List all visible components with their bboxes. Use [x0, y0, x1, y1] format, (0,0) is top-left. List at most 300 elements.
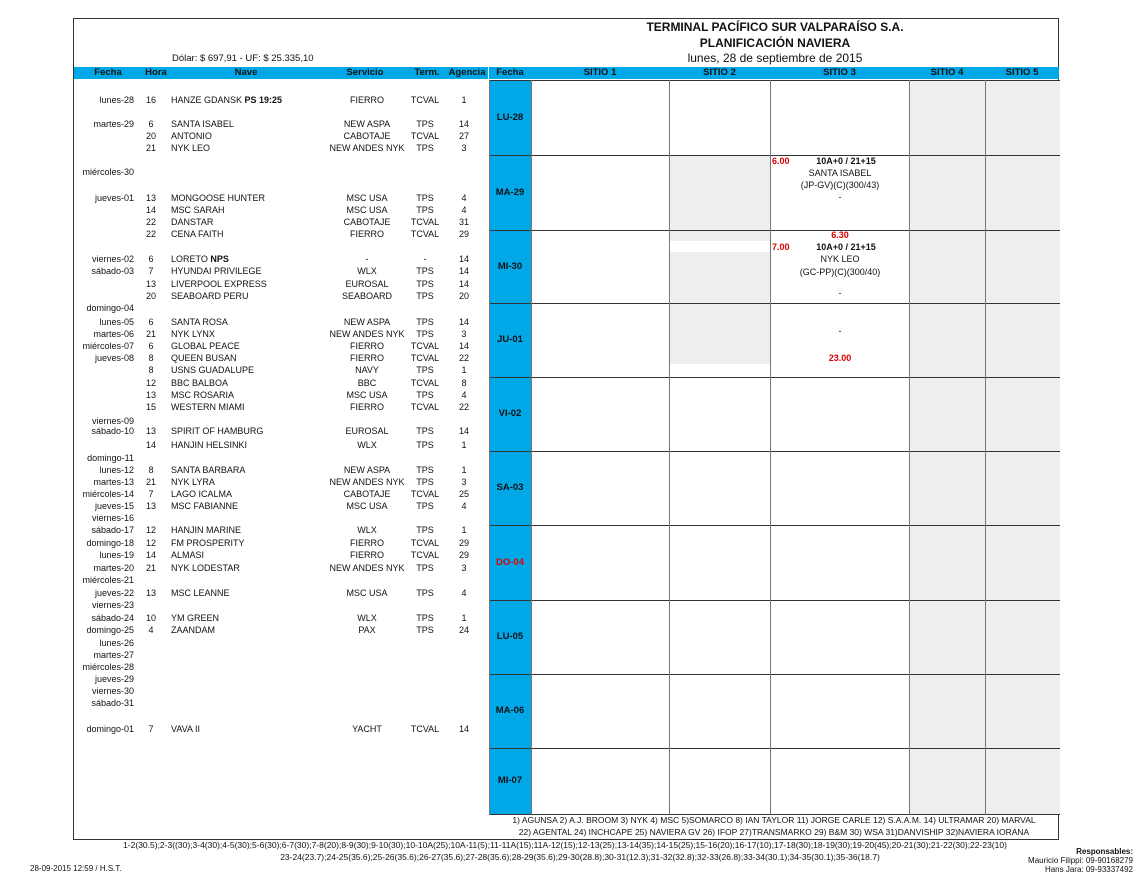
- schedule-servicio: FIERRO: [349, 229, 384, 239]
- schedule-term: TPS: [416, 143, 434, 153]
- day-label: VI-02: [498, 408, 522, 419]
- schedule-hora: 6: [148, 119, 154, 129]
- schedule-hora: 12: [145, 525, 156, 535]
- schedule-hora: 21: [145, 563, 156, 573]
- schedule-hora: 13: [145, 390, 156, 400]
- schedule-fecha: domingo-01: [86, 724, 134, 734]
- schedule-row: [74, 290, 488, 302]
- santa-isabel-dash: -: [838, 192, 842, 202]
- schedule-fecha: lunes-28: [99, 95, 134, 105]
- schedule-hora: 13: [145, 279, 156, 289]
- schedule-fecha: sábado-17: [91, 525, 134, 535]
- schedule-term: TCVAL: [410, 378, 440, 388]
- schedule-nave: DANSTAR: [171, 217, 214, 227]
- santa-isabel-draft: 10A+0 / 21+15: [816, 156, 876, 166]
- schedule-agencia: 14: [458, 341, 469, 351]
- schedule-agencia: 3: [461, 477, 467, 487]
- schedule-hora: 13: [145, 193, 156, 203]
- santa-isabel-detail: (JP-GV)(C)(300/43): [800, 180, 880, 190]
- schedule-nave: VAVA II: [171, 724, 201, 734]
- schedule-fecha: viernes-16: [91, 513, 134, 523]
- schedule-hora: 7: [148, 489, 154, 499]
- schedule-term: TPS: [416, 193, 434, 203]
- schedule-nave: GLOBAL PEACE: [171, 341, 240, 351]
- day-label: MI-07: [497, 775, 523, 786]
- schedule-agencia: 1: [461, 440, 467, 450]
- schedule-agencia: 14: [458, 254, 469, 264]
- schedule-nave: LIVERPOOL EXPRESS: [171, 279, 267, 289]
- schedule-hora: 20: [145, 131, 156, 141]
- schedule-servicio: FIERRO: [349, 402, 384, 412]
- schedule-nave: SANTA ROSA: [171, 317, 228, 327]
- schedule-fecha: jueves-29: [94, 674, 134, 684]
- schedule-servicio: NEW ANDES NYK: [329, 477, 405, 487]
- schedule-term: TPS: [416, 563, 434, 573]
- schedule-agencia: 4: [461, 390, 467, 400]
- schedule-nave: HANJIN HELSINKI: [171, 440, 248, 450]
- schedule-nave: MSC LEANNE: [171, 588, 230, 598]
- schedule-nave: MSC FABIANNE: [171, 501, 239, 511]
- schedule-fecha: lunes-26: [99, 638, 134, 648]
- schedule-servicio: BBC: [357, 378, 377, 388]
- schedule-agencia: 3: [461, 143, 467, 153]
- schedule-term: TPS: [416, 465, 434, 475]
- schedule-fecha: sábado-31: [91, 698, 134, 708]
- schedule-agencia: 29: [458, 229, 469, 239]
- schedule-servicio: NEW ANDES NYK: [329, 563, 405, 573]
- schedule-row: [74, 673, 488, 685]
- schedule-term: TCVAL: [410, 353, 440, 363]
- company-title: TERMINAL PACÍFICO SUR VALPARAÍSO S.A.: [646, 20, 904, 34]
- schedule-hora: 8: [148, 465, 154, 475]
- schedule-agencia: 14: [458, 426, 469, 436]
- schedule-servicio: -: [365, 254, 369, 264]
- schedule-nave: HANJIN MARINE: [171, 525, 242, 535]
- schedule-nave: ZAANDAM: [171, 625, 216, 635]
- schedule-fecha: domingo-18: [86, 538, 134, 548]
- schedule-row: [74, 612, 488, 624]
- schedule-row: [74, 574, 488, 586]
- schedule-row: [74, 401, 488, 413]
- col-term: Term.: [408, 67, 446, 79]
- schedule-fecha: martes-20: [93, 563, 134, 573]
- schedule-fecha: viernes-23: [91, 600, 134, 610]
- schedule-nave: NYK LYNX: [171, 329, 215, 339]
- schedule-agencia: 3: [461, 329, 467, 339]
- schedule-row: [74, 685, 488, 697]
- schedule-row: [74, 278, 488, 290]
- schedule-term: TCVAL: [410, 550, 440, 560]
- schedule-term: TPS: [416, 329, 434, 339]
- schedule-nave: SANTA BARBARA: [171, 465, 246, 475]
- schedule-agencia: 14: [458, 724, 469, 734]
- schedule-nave: SANTA ISABEL: [171, 119, 234, 129]
- schedule-agencia: 14: [458, 266, 469, 276]
- schedule-nave: NYK LYRA: [171, 477, 215, 487]
- schedule-row: [74, 637, 488, 649]
- schedule-agencia: 22: [458, 402, 469, 412]
- col-sitio-5: SITIO 5: [985, 67, 1059, 79]
- schedule-row: [74, 500, 488, 512]
- col-hora: Hora: [142, 67, 170, 79]
- schedule-term: TCVAL: [410, 341, 440, 351]
- schedule-hora: 12: [145, 378, 156, 388]
- schedule-term: TCVAL: [410, 489, 440, 499]
- schedule-row: [74, 425, 488, 437]
- schedule-term: TPS: [416, 390, 434, 400]
- schedule-agencia: 1: [461, 95, 467, 105]
- grid-row-line: [489, 748, 1060, 749]
- schedule-row: [74, 118, 488, 130]
- schedule-row: [74, 265, 488, 277]
- sitio-2-shade-mi30: [670, 252, 770, 364]
- schedule-nave: YM GREEN: [171, 613, 220, 623]
- schedule-agencia: 29: [458, 538, 469, 548]
- document-date: lunes, 28 de septiembre de 2015: [687, 51, 863, 65]
- schedule-nave-suffix: PS 19:25: [244, 95, 283, 105]
- schedule-nave: USNS GUADALUPE: [171, 365, 255, 375]
- berth-distances-1: 1-2(30.5);2-3((30);3-4(30);4-5(30);5-6(30);6-7(30);7-8(20);8-9(30);9-10(30);10-10A(25);10A-11(5);11-11A(15);11A-12(15);12-13(25);13-14(35);14-15(25);15-16(20);16-17(10);17-18(30);18-19(30);19-20(45);20-21(30);21-22(30);22-23(10): [123, 840, 1007, 850]
- grid-row-line: [489, 674, 1060, 675]
- grid-col-line: [669, 80, 670, 815]
- schedule-hora: 13: [145, 588, 156, 598]
- schedule-row: [74, 512, 488, 524]
- grid-col-line: [489, 80, 490, 815]
- schedule-term: TPS: [416, 426, 434, 436]
- schedule-nave: MONGOOSE HUNTER: [171, 193, 266, 203]
- schedule-term: TPS: [416, 625, 434, 635]
- col-sitio-4: SITIO 4: [909, 67, 985, 79]
- schedule-nave-name: LORETO: [171, 254, 208, 264]
- schedule-fecha: miércoles-21: [82, 575, 134, 585]
- schedule-term: TPS: [416, 365, 434, 375]
- schedule-term: TPS: [416, 613, 434, 623]
- schedule-fecha: lunes-05: [99, 317, 134, 327]
- schedule-fecha: martes-29: [93, 119, 134, 129]
- schedule-term: TPS: [416, 291, 434, 301]
- schedule-fecha: jueves-08: [94, 353, 134, 363]
- schedule-nave: NYK LODESTAR: [171, 563, 240, 573]
- grid-col-line: [985, 80, 986, 815]
- col-fecha-right: Fecha: [489, 67, 531, 79]
- schedule-nave: [171, 253, 321, 265]
- schedule-term: TPS: [416, 266, 434, 276]
- schedule-agencia: 4: [461, 501, 467, 511]
- schedule-row: [74, 377, 488, 389]
- schedule-nave: MSC ROSARIA: [171, 390, 235, 400]
- schedule-agencia: 25: [458, 489, 469, 499]
- schedule-row: [74, 649, 488, 661]
- schedule-row: [74, 562, 488, 574]
- day-label: MA-06: [495, 705, 525, 716]
- schedule-servicio: FIERRO: [349, 95, 384, 105]
- schedule-row: [74, 340, 488, 352]
- nyk-leo-draft: 10A+0 / 21+15: [816, 242, 876, 252]
- schedule-fecha: domingo-11: [87, 453, 134, 463]
- schedule-nave: ALMASI: [171, 550, 205, 560]
- schedule-nave: [171, 94, 321, 106]
- schedule-row: [74, 253, 488, 265]
- schedule-hora: 21: [145, 477, 156, 487]
- schedule-fecha: domingo-25: [86, 625, 134, 635]
- schedule-servicio: NEW ASPA: [343, 317, 391, 327]
- responsable-2: Hans Jara: 09-93337492: [1044, 865, 1133, 874]
- schedule-row: [74, 142, 488, 154]
- schedule-hora: 20: [145, 291, 156, 301]
- ju01-dash: -: [838, 326, 842, 336]
- schedule-hora: 16: [145, 95, 156, 105]
- schedule-hora: 21: [145, 143, 156, 153]
- schedule-agencia: 1: [461, 525, 467, 535]
- schedule-hora: 10: [145, 613, 156, 623]
- schedule-servicio: NEW ASPA: [343, 465, 391, 475]
- schedule-nave: CENA FAITH: [171, 229, 224, 239]
- schedule-fecha: martes-27: [93, 650, 134, 660]
- schedule-fecha: jueves-15: [94, 501, 134, 511]
- schedule-fecha: lunes-12: [99, 465, 134, 475]
- schedule-row: [74, 216, 488, 228]
- day-label: LU-05: [496, 631, 524, 642]
- schedule-row: [74, 364, 488, 376]
- schedule-row: [74, 166, 488, 178]
- schedule-nave: ANTONIO: [171, 131, 212, 141]
- schedule-servicio: FIERRO: [349, 538, 384, 548]
- schedule-term: TCVAL: [410, 229, 440, 239]
- schedule-hora: 12: [145, 538, 156, 548]
- schedule-nave-suffix: NPS: [210, 254, 229, 264]
- schedule-agencia: 1: [461, 613, 467, 623]
- schedule-servicio: YACHT: [352, 724, 382, 734]
- schedule-hora: 21: [145, 329, 156, 339]
- document-title: PLANIFICACIÓN NAVIERA: [699, 36, 851, 50]
- schedule-nave-name: HANZE GDANSK: [171, 95, 243, 105]
- day-label: DO-04: [496, 556, 524, 568]
- schedule-servicio: MSC USA: [346, 390, 388, 400]
- schedule-agencia: 3: [461, 563, 467, 573]
- schedule-hora: 14: [145, 550, 156, 560]
- day-label: JU-01: [497, 334, 523, 345]
- schedule-term: TCVAL: [410, 402, 440, 412]
- schedule-hora: 6: [148, 317, 154, 327]
- schedule-hora: 14: [145, 205, 156, 215]
- schedule-hora: 14: [145, 440, 156, 450]
- schedule-hora: 7: [148, 266, 154, 276]
- day-label: SA-03: [496, 482, 524, 493]
- schedule-row: [74, 537, 488, 549]
- schedule-hora: 15: [145, 402, 156, 412]
- schedule-agencia: 31: [458, 217, 469, 227]
- day-label: MA-29: [495, 186, 525, 198]
- schedule-agencia: 14: [458, 119, 469, 129]
- schedule-fecha: jueves-22: [94, 588, 134, 598]
- schedule-row: [74, 352, 488, 364]
- schedule-hora: 7: [148, 724, 154, 734]
- schedule-term: TCVAL: [410, 95, 440, 105]
- schedule-hora: 22: [145, 217, 156, 227]
- schedule-term: TCVAL: [410, 724, 440, 734]
- schedule-servicio: NEW ASPA: [343, 119, 391, 129]
- schedule-row: [74, 464, 488, 476]
- schedule-term: TCVAL: [410, 131, 440, 141]
- schedule-agencia: 1: [461, 365, 467, 375]
- schedule-fecha: sábado-03: [91, 266, 134, 276]
- schedule-agencia: 4: [461, 588, 467, 598]
- schedule-term: TPS: [416, 205, 434, 215]
- schedule-servicio: CABOTAJE: [343, 131, 391, 141]
- schedule-row: [74, 302, 488, 314]
- grid-col-line: [531, 80, 532, 815]
- schedule-term: TPS: [416, 317, 434, 327]
- schedule-servicio: PAX: [358, 625, 376, 635]
- schedule-servicio: CABOTAJE: [343, 217, 391, 227]
- schedule-servicio: WLX: [357, 266, 377, 276]
- schedule-term: TPS: [416, 588, 434, 598]
- schedule-nave: MSC SARAH: [171, 205, 225, 215]
- grid-row-line: [489, 451, 1060, 452]
- schedule-servicio: WLX: [357, 440, 377, 450]
- col-agencia: Agencia: [446, 67, 488, 79]
- schedule-fecha: miércoles-28: [82, 662, 134, 672]
- schedule-hora: 13: [145, 426, 156, 436]
- schedule-row: [74, 476, 488, 488]
- schedule-nave: WESTERN MIAMI: [171, 402, 245, 412]
- schedule-row: [74, 587, 488, 599]
- schedule-nave: SEABOARD PERU: [171, 291, 249, 301]
- schedule-row: [74, 204, 488, 216]
- schedule-agencia: 29: [458, 550, 469, 560]
- schedule-agencia: 14: [458, 317, 469, 327]
- grid-row-line: [489, 377, 1060, 378]
- schedule-servicio: SEABOARD: [341, 291, 392, 301]
- responsables-title: Responsables:: [1076, 847, 1133, 856]
- schedule-nave: BBC BALBOA: [171, 378, 229, 388]
- schedule-servicio: FIERRO: [349, 550, 384, 560]
- col-sitio-2: SITIO 2: [669, 67, 770, 79]
- schedule-fecha: viernes-02: [91, 254, 134, 264]
- schedule-servicio: MSC USA: [346, 193, 388, 203]
- col-servicio: Servicio: [322, 67, 408, 79]
- exchange-rate: Dólar: $ 697,91 - UF: $ 25.335,10: [172, 53, 314, 64]
- schedule-fecha: miércoles-07: [82, 341, 134, 351]
- day-label: LU-28: [496, 111, 524, 123]
- schedule-servicio: FIERRO: [349, 353, 384, 363]
- schedule-agencia: 20: [458, 291, 469, 301]
- nyk-leo-dash: -: [838, 288, 842, 298]
- schedule-hora: 13: [145, 501, 156, 511]
- nyk-leo-vessel: NYK LEO: [820, 254, 860, 264]
- schedule-term: TPS: [416, 477, 434, 487]
- schedule-agencia: 1: [461, 465, 467, 475]
- schedule-nave: LAGO ICALMA: [171, 489, 233, 499]
- col-nave: Nave: [170, 67, 322, 79]
- schedule-hora: 8: [148, 353, 154, 363]
- schedule-hora: 6: [148, 341, 154, 351]
- grid-row-line: [489, 303, 1060, 304]
- schedule-agencia: 24: [458, 625, 469, 635]
- schedule-servicio: NAVY: [355, 365, 379, 375]
- schedule-fecha: miércoles-30: [82, 167, 134, 177]
- schedule-hora: 6: [148, 254, 154, 264]
- schedule-servicio: MSC USA: [346, 588, 388, 598]
- schedule-term: TCVAL: [410, 538, 440, 548]
- ju01-time: 23.00: [828, 353, 852, 363]
- schedule-fecha: viernes-09: [91, 416, 134, 426]
- schedule-row: [74, 599, 488, 611]
- schedule-fecha: sábado-24: [91, 613, 134, 623]
- schedule-fecha: domingo-04: [86, 303, 134, 313]
- responsable-1: Mauricio Filippi: 09-90168279: [1028, 856, 1133, 865]
- schedule-agencia: 4: [461, 205, 467, 215]
- sitio-2-shade-ma29: [670, 155, 770, 241]
- schedule-fecha: viernes-30: [91, 686, 134, 696]
- schedule-servicio: WLX: [357, 613, 377, 623]
- schedule-row: [74, 661, 488, 673]
- schedule-agencia: 4: [461, 193, 467, 203]
- schedule-row: [74, 439, 488, 451]
- schedule-term: TPS: [416, 440, 434, 450]
- col-fecha: Fecha: [74, 67, 142, 79]
- grid-row-line: [489, 600, 1060, 601]
- schedule-fecha: miércoles-14: [82, 489, 134, 499]
- agency-legend-1: 1) AGUNSA 2) A.J. BROOM 3) NYK 4) MSC 5)SOMARCO 8) IAN TAYLOR 11) JORGE CARLE 12) S.A.A.M. 14) ULTRAMAR 20) MARVAL: [512, 815, 1036, 825]
- schedule-servicio: EUROSAL: [345, 426, 389, 436]
- schedule-servicio: NEW ANDES NYK: [329, 143, 405, 153]
- schedule-term: TPS: [416, 501, 434, 511]
- schedule-row: [74, 488, 488, 500]
- schedule-nave: SPIRIT OF HAMBURG: [171, 426, 264, 436]
- day-label: MI-30: [497, 260, 523, 272]
- grid-col-line: [909, 80, 910, 815]
- schedule-row: [74, 549, 488, 561]
- schedule-nave: NYK LEO: [171, 143, 211, 153]
- schedule-fecha: martes-13: [93, 477, 134, 487]
- schedule-servicio: NEW ANDES NYK: [329, 329, 405, 339]
- schedule-term: TPS: [416, 279, 434, 289]
- berth-distances-2: 23-24(23.7);24-25(35.6);25-26(35.6);26-27(35.6);27-28(35.6);28-29(35.6);29-30(28.8);30-31(12.3);31-32(32.8);32-33(26.8);33-34(30.1);34-35(30.1);35-36(18.7): [280, 852, 880, 862]
- santa-isabel-time: 6.00: [772, 156, 790, 166]
- col-sitio-1: SITIO 1: [531, 67, 669, 79]
- schedule-servicio: CABOTAJE: [343, 489, 391, 499]
- nyk-leo-time: 7.00: [772, 242, 790, 252]
- schedule-fecha: sábado-10: [91, 426, 134, 436]
- schedule-agencia: 14: [458, 279, 469, 289]
- schedule-hora: 8: [148, 365, 154, 375]
- agency-legend-2: 22) AGENTAL 24) INCHCAPE 25) NAVIERA GV 26) IFOP 27)TRANSMARKO 29) B&M 30) WSA 31)DANVISHIP 32)NAVIERA IORANA: [518, 827, 1030, 837]
- schedule-row: [74, 624, 488, 636]
- schedule-row: [74, 389, 488, 401]
- schedule-row: [74, 192, 488, 204]
- schedule-term: TPS: [416, 119, 434, 129]
- schedule-nave: FM PROSPERITY: [171, 538, 245, 548]
- schedule-row: [74, 723, 488, 735]
- schedule-term: TCVAL: [410, 217, 440, 227]
- print-stamp: 28-09-2015 12:59 / H.S.T.: [30, 864, 122, 873]
- schedule-row: [74, 316, 488, 328]
- schedule-row: [74, 130, 488, 142]
- schedule-row: [74, 94, 488, 106]
- schedule-row: [74, 328, 488, 340]
- grid-row-line: [489, 80, 1060, 81]
- nyk-leo-detail: (GC-PP)(C)(300/40): [799, 267, 881, 277]
- col-sitio-3: SITIO 3: [770, 67, 909, 79]
- schedule-servicio: EUROSAL: [345, 279, 389, 289]
- schedule-fecha: martes-06: [93, 329, 134, 339]
- schedule-servicio: WLX: [357, 525, 377, 535]
- schedule-agencia: 22: [458, 353, 469, 363]
- schedule-row: [74, 452, 488, 464]
- schedule-row: [74, 228, 488, 240]
- schedule-fecha: lunes-19: [99, 550, 134, 560]
